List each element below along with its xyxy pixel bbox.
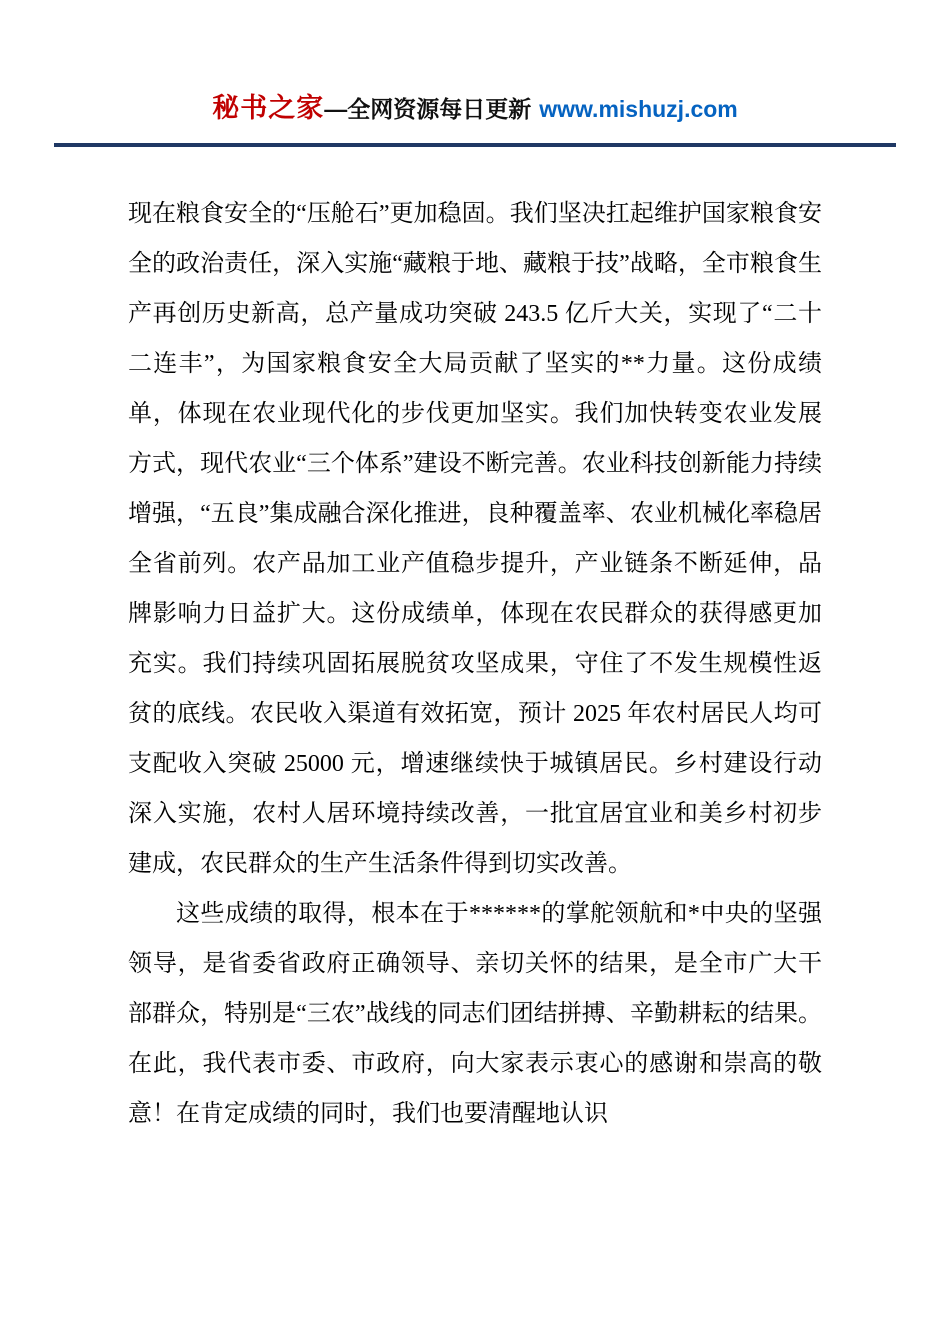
header-divider xyxy=(54,143,896,147)
paragraph-acknowledgement: 这些成绩的取得，根本在于******的掌舵领航和*中央的坚强领导，是省委省政府正确领导、亲切关怀的结果，是全市广大干部群众，特别是“三农”战线的同志们团结拼搏、辛勤耕耘的结果。在此，我代表市委、市政府，向大家表示衷心的感谢和崇高的敬意！在肯定成绩的同时，我们也要清醒地认识 xyxy=(128,901,822,1127)
site-header xyxy=(0,0,950,125)
header-tagline: —全网资源每日更新 xyxy=(324,96,532,122)
paragraph-continuation: 现在粮食安全的“压舱石”更加稳固。我们坚决扛起维护国家粮食安全的政治责任，深入实施“藏粮于地、藏粮于技”战略，全市粮食生产再创历史新高，总产量成功突破 243.5 亿斤大关，实现了“二十二连丰”，为国家粮食安全大局贡献了坚实的**力量。这份成绩单，体现在农业现代化的步伐更加坚实。我们加快转变农业发展方式，现代农业“三个体系”建设不断完善。农业科技创新能力持续增强，“五良”集成融合深化推进，良种覆盖率、农业机械化率稳居全省前列。农产品加工业产值稳步提升，产业链条不断延伸，品牌影响力日益扩大。这份成绩单，体现在农民群众的获得感更加充实。我们持续巩固拓展脱贫攻坚成果，守住了不发生规模性返贫的底线。农民收入渠道有效拓宽，预计 2025 年农村居民人均可支配收入突破 25000 元，增速继续快于城镇居民。乡村建设行动深入实施，农村人居环境持续改善，一批宜居宜业和美乡村初步建成，农民群众的生产生活条件得到切实改善。 xyxy=(128,201,822,877)
site-name: 秘书之家 xyxy=(212,93,325,123)
document-body xyxy=(128,189,822,1139)
site-url-link[interactable]: www.mishuzj.com xyxy=(539,96,738,122)
